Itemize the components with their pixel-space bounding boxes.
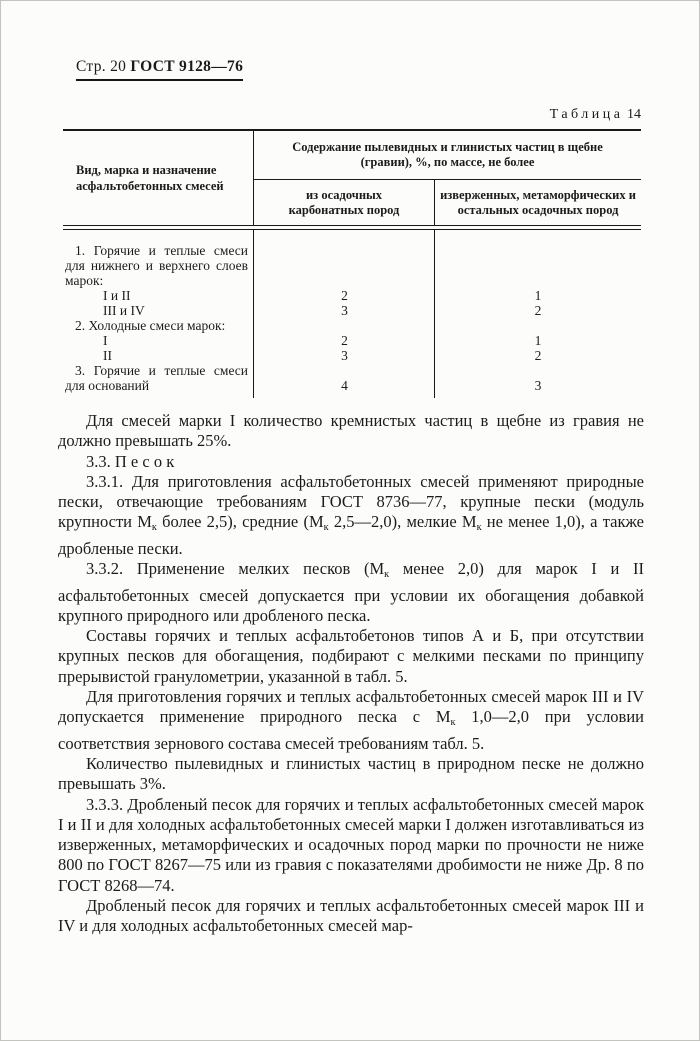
row-value-igneous: 3 — [534, 378, 542, 393]
row-value-carbonate: 2 — [341, 288, 348, 303]
table-caption-number: 14 — [627, 107, 641, 122]
row-label: I и II — [103, 288, 131, 303]
row-value-carbonate: 2 — [341, 333, 348, 348]
table-caption — [1, 107, 641, 123]
row-label: III и IV — [103, 303, 145, 318]
row-value-carbonate — [254, 318, 435, 333]
paragraph-crushed-sand: Дробленый песок для горячих и теплых асфальтобетонных смесей марок III и IV и для холодных асфальтобетонных смесей мар- — [58, 896, 644, 936]
row-value-igneous: 2 — [534, 303, 542, 318]
table-row — [63, 363, 641, 393]
table-row — [63, 243, 641, 288]
row-value-carbonate: 3 — [341, 303, 348, 318]
column-header-igneous: изверженных, метаморфических и остальных осадочных пород — [440, 187, 636, 217]
row-label: II — [103, 348, 112, 363]
paragraph-preparation: Для приготовления горячих и теплых асфальтобетонных смесей марок III и IV допускается применение природного песка с $М_к$ 1,0—2,0 при условии соответствия зернового состава смесей требованиям табл. 5. — [58, 686, 645, 753]
row-label: I — [103, 333, 108, 348]
paragraph-3-3-1: 3.3.1. Для приготовления асфальтобетонных смесей применяют природные пески, отвечающие требованиям ГОСТ 8736—77, крупные пески (модуль крупности $М_к$ более 2,5), средние ($М_к$ 2,5—2,0), мелкие $М_к$ не менее 1,0), а также дробленые пески. — [58, 471, 644, 558]
paragraph-compositions: Составы горячих и теплых асфальтобетонов типов А и Б, при отсутствии крупных песков для обогащения, подбирают с мелкими песками по принципу прерывистой гранулометрии, указанной в табл. 5. — [58, 626, 644, 686]
paragraph-3-3-2: 3.3.2. Применение мелких песков ($М_к$ менее 2,0) для марок I и II асфальтобетонных смесей допускается при условии их обогащения добавкой крупного природного или дробленого песка. — [58, 559, 644, 625]
table-row — [63, 333, 641, 348]
row-label: 2. Холодные смеси марок: — [75, 318, 226, 333]
table-subheaders — [254, 180, 641, 225]
column-header-mix-type: Вид, марка и назначение асфальтобетонных смесей — [63, 131, 254, 225]
table-vertical-rule-1 — [253, 230, 255, 398]
table-row — [63, 288, 641, 303]
paragraph-1: Для смесей марки I количество кремнистых частиц в щебне из гравия не должно превышать 25%. — [58, 411, 644, 451]
column-header-carbonate: из осадочных карбонатных пород — [254, 180, 435, 225]
row-value-carbonate: 4 — [341, 378, 348, 393]
row-value-igneous: 1 — [534, 288, 542, 303]
running-head — [76, 58, 243, 81]
table-row — [63, 348, 641, 363]
row-value-igneous — [435, 243, 641, 288]
row-value-igneous — [435, 318, 641, 333]
table-14 — [63, 129, 641, 398]
table-header-right — [254, 131, 641, 225]
table-header — [63, 129, 641, 225]
doc-number: ГОСТ 9128—76 — [130, 58, 244, 75]
page-number: Стр. 20 — [76, 58, 127, 75]
table-body — [63, 230, 641, 398]
row-value-igneous: 2 — [534, 348, 542, 363]
row-value-carbonate — [254, 243, 435, 288]
table-row — [63, 303, 641, 318]
paragraph-3-3-3: 3.3.3. Дробленый песок для горячих и теплых асфальтобетонных смесей марок I и II и для холодных асфальтобетонных смесей марки I должен изготавливаться из изверженных, метаморфических и осадочных пород марки по прочности не ниже 800 по ГОСТ 8267—75 или из гравия с показателями дробимости не ниже Др. 8 по ГОСТ 8268—74. — [58, 794, 644, 895]
row-label: 1. Горячие и теплые смеси для нижнего и верхнего слоев марок: — [65, 243, 248, 288]
row-label: 3. Горячие и теплые смеси для оснований — [65, 363, 248, 393]
table-row — [63, 318, 641, 333]
paragraph-dust-content: Количество пылевидных и глинистых частиц в природном песке не должно превышать 3%. — [58, 753, 644, 794]
table-caption-word: Таблица — [549, 107, 624, 122]
table-vertical-rule-2 — [434, 230, 436, 398]
row-value-carbonate: 3 — [341, 348, 348, 363]
column-header-span: Содержание пылевидных и глинистых частиц в щебне (гравии), %, по массе, не более — [254, 131, 641, 180]
row-value-igneous: 1 — [534, 333, 542, 348]
section-heading-3-3: 3.3. П е с о к — [86, 451, 175, 471]
body-text — [58, 411, 644, 937]
